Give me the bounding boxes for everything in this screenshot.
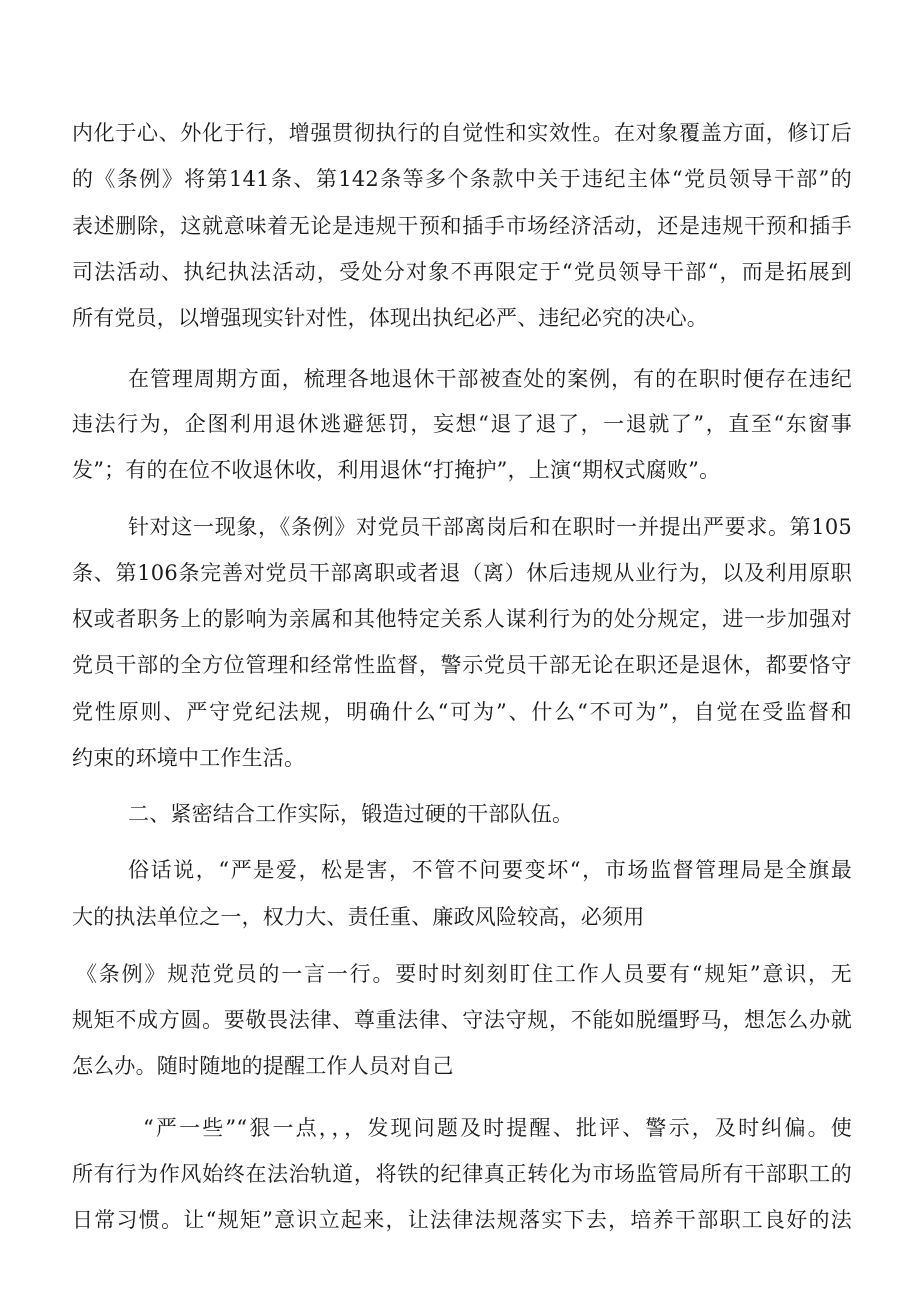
text-line: 内化于心、外化于行，增强贯彻执行的自觉性和实效性。在对象覆盖方面，修订后 <box>72 121 852 145</box>
text-line: 违法行为，企图利用退休逃避惩罚，妄想“退了退了，一退就了”，直至“东窗事 <box>72 412 852 436</box>
text-line: 党性原则、严守党纪法规，明确什么“可为”、什么“不可为”，自觉在受监督和 <box>72 700 852 724</box>
text-line: 所有党员，以增强现实针对性，体现出执纪必严、违纪必究的决心。 <box>72 306 708 330</box>
text-line: 日常习惯。让“规矩”意识立起来，让法律法规落实下去，培养干部职工良好的法 <box>72 1208 852 1232</box>
text-line: “严一些”“狠一点，，，发现问题及时提醒、批评、警示，及时纠偏。使 <box>143 1116 852 1140</box>
text-line: 针对这一现象，《条例》对党员干部离岗后和在职时一并提出严要求。第105 <box>128 515 852 539</box>
text-line: 在管理周期方面，梳理各地退休干部被查处的案例，有的在职时便存在违纪 <box>128 367 852 391</box>
text-line: 所有行为作风始终在法治轨道，将铁的纪律真正转化为市场监管局所有干部职工的 <box>72 1162 852 1186</box>
text-line: 怎么办。随时随地的提醒工作人员对自己 <box>72 1054 454 1078</box>
text-line: 俗话说，“严是爱，松是害，不管不问要变坏“，市场监督管理局是全旗最 <box>128 858 852 882</box>
text-line: 发”；有的在位不收退休收，利用退休“打掩护”，上演“期权式腐败”。 <box>72 458 721 482</box>
text-line: 条、第106条完善对党员干部离职或者退（离）休后违规从业行为，以及利用原职 <box>72 561 852 585</box>
text-line: 《条例》规范党员的一言一行。要时时刻刻盯住工作人员要有“规矩”意识，无 <box>76 962 852 986</box>
text-line: 司法活动、执纪执法活动，受处分对象不再限定于“党员领导干部“，而是拓展到 <box>72 260 852 284</box>
text-line: 大的执法单位之一，权力大、责任重、廉政风险较高，必须用 <box>72 905 645 929</box>
text-line: 约束的环境中工作生活。 <box>72 746 306 770</box>
text-line: 的《条例》将第141条、第142条等多个条款中关于违纪主体“党员领导干部”的 <box>72 167 852 191</box>
section-heading: 二、紧密结合工作实际，锻造过硬的干部队伍。 <box>128 802 574 826</box>
text-line: 权或者职务上的影响为亲属和其他特定关系人谋利行为的处分规定，进一步加强对 <box>72 607 852 631</box>
text-line: 规矩不成方圆。要敬畏法律、尊重法律、守法守规，不能如脱缰野马，想怎么办就 <box>72 1008 852 1032</box>
text-line: 党员干部的全方位管理和经常性监督，警示党员干部无论在职还是退休，都要恪守 <box>72 653 852 677</box>
text-line: 表述删除，这就意味着无论是违规干预和插手市场经济活动，还是违规干预和插手 <box>72 214 852 238</box>
